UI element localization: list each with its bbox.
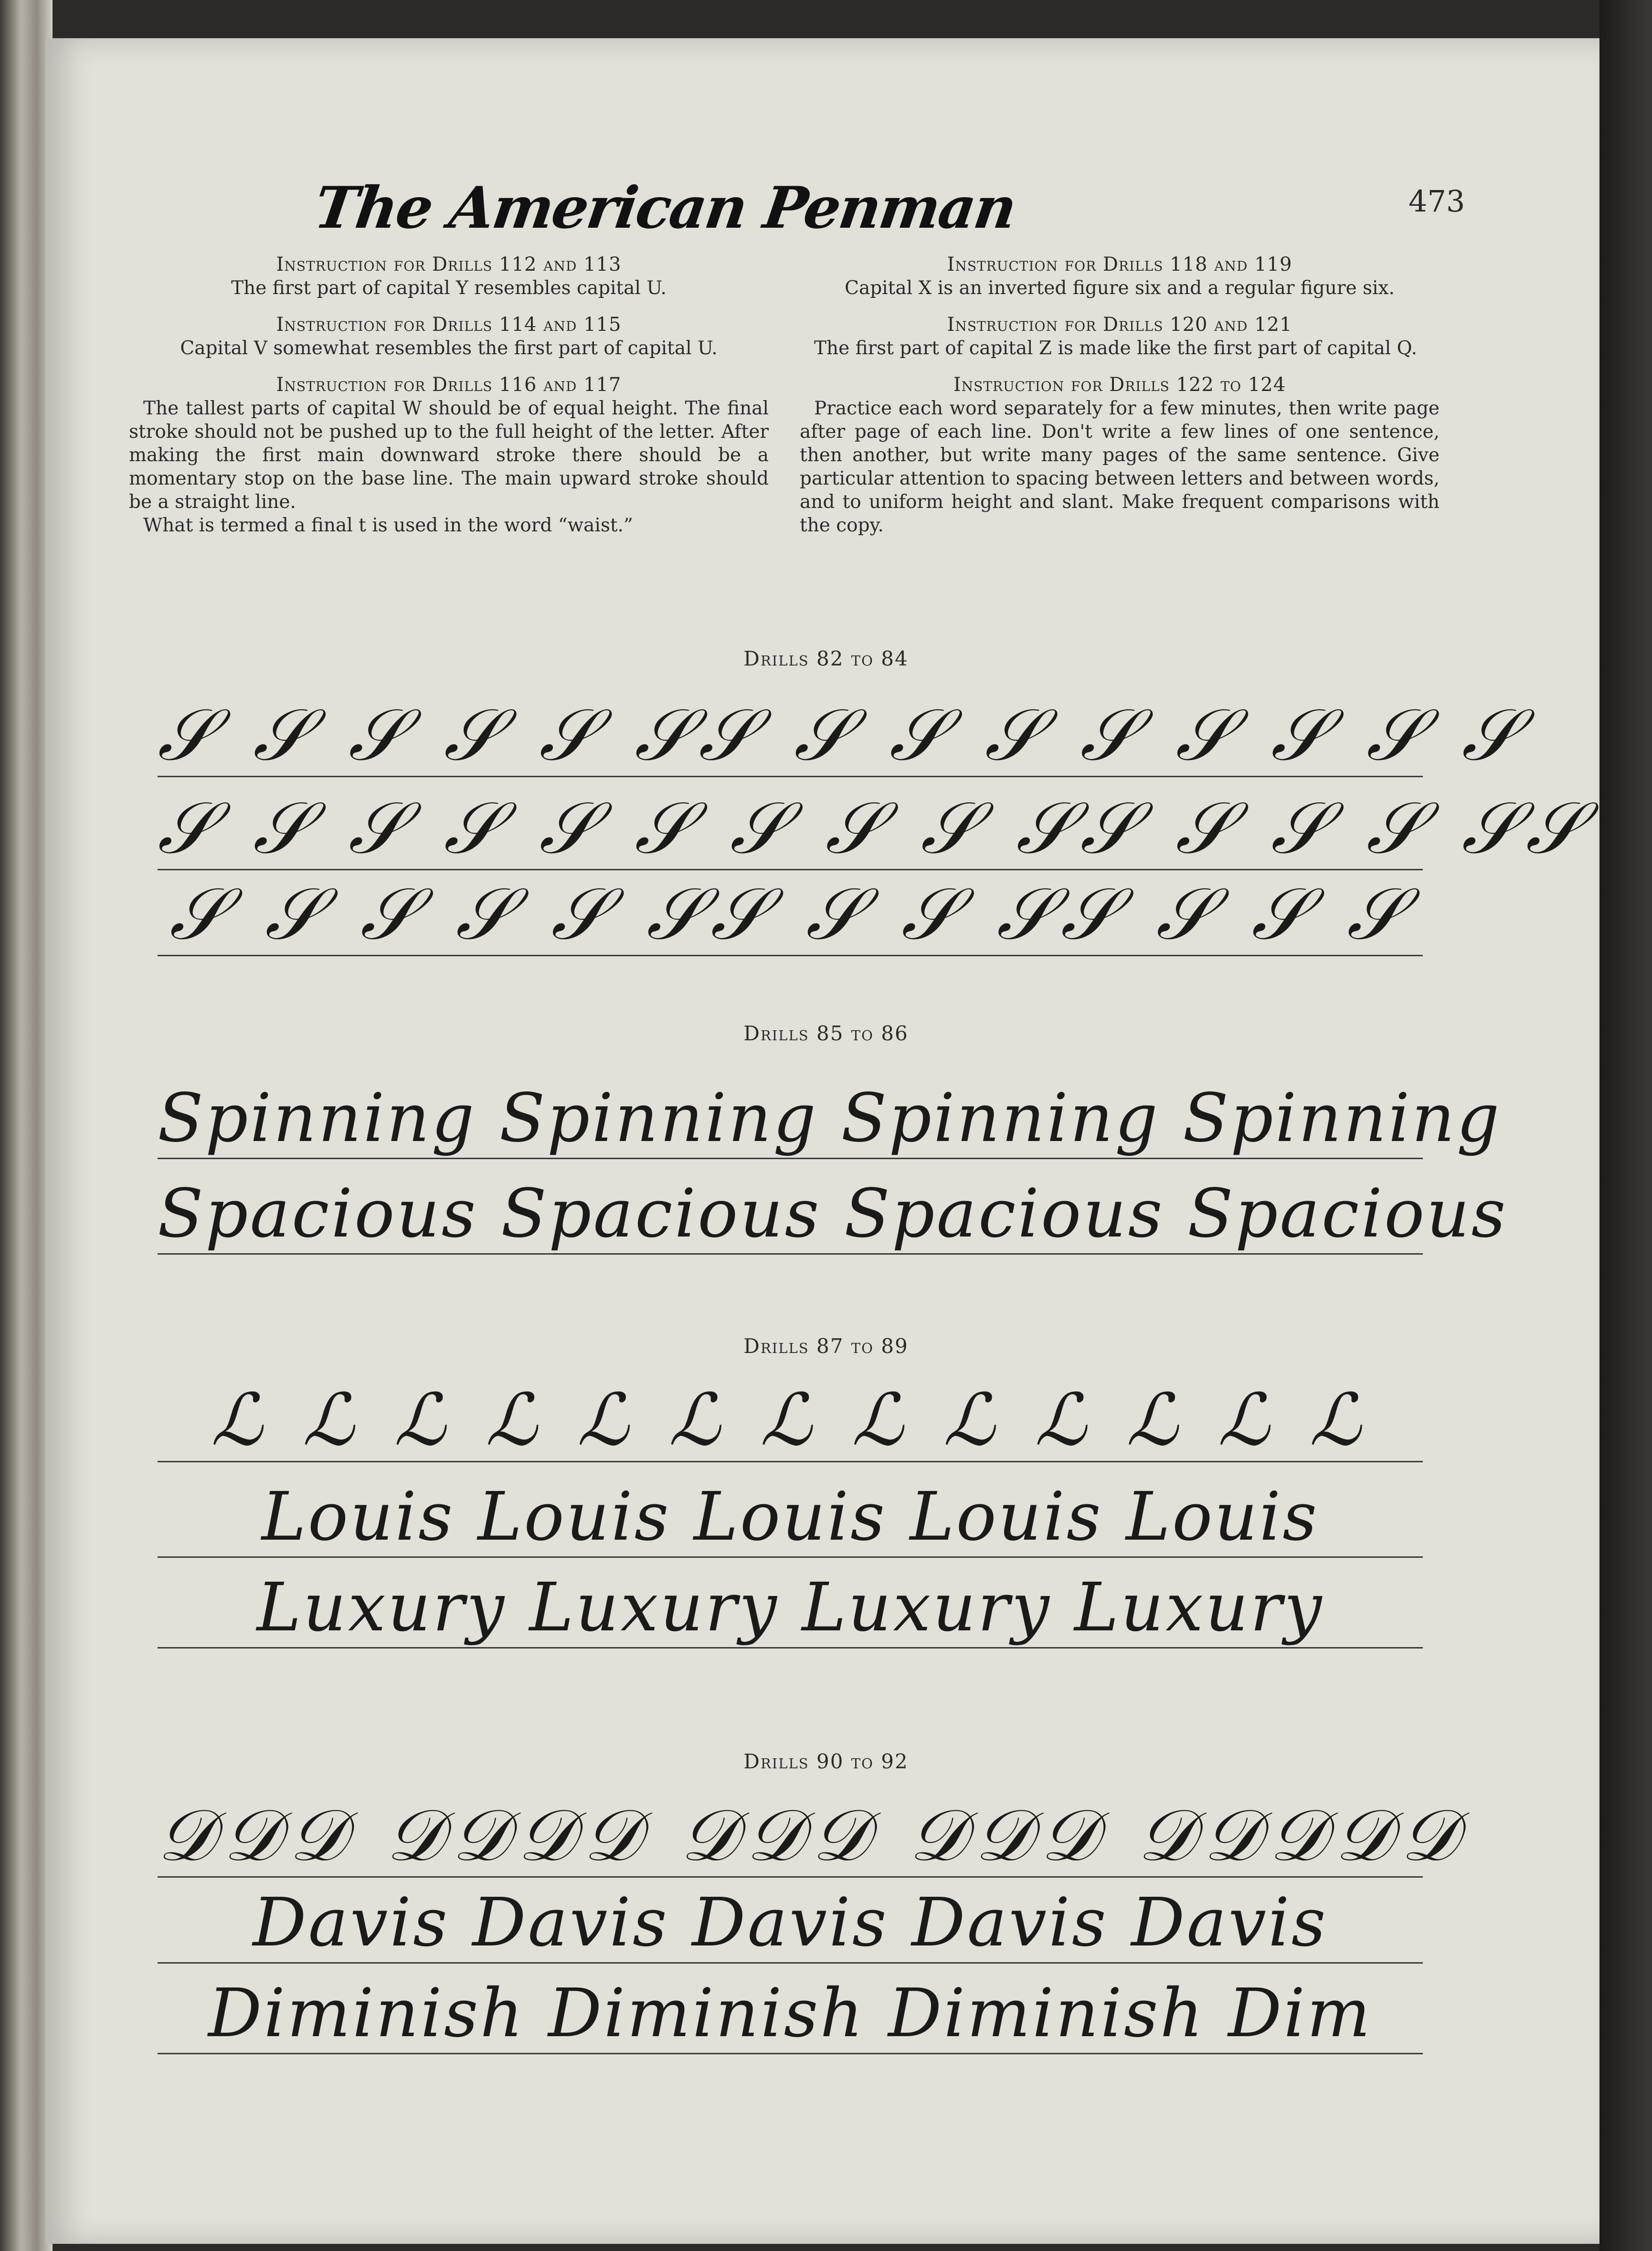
instructions-left-column (129, 253, 769, 550)
script-row: 𝒟𝒟𝒟 𝒟𝒟𝒟𝒟 𝒟𝒟𝒟 𝒟𝒟𝒟 𝒟𝒟𝒟𝒟𝒟 (158, 1794, 1467, 1877)
script-row: Spinning Spinning Spinning Spinning (158, 1079, 1423, 1159)
drill-title: Drills 87 to 89 (743, 1334, 909, 1358)
script-row: ℒ ℒ ℒ ℒ ℒ ℒ ℒ ℒ ℒ ℒ ℒ ℒ ℒ (158, 1380, 1423, 1462)
instruction-text: The first part of capital Z is made like the first part of capital Q. (814, 338, 1418, 359)
instruction-heading: Instruction for Drills 122 to 124 (953, 374, 1286, 396)
drill-title: Drills 90 to 92 (743, 1750, 909, 1773)
page-number: 473 (1408, 184, 1465, 219)
instruction-text: The first part of capital Y resembles capital U. (231, 277, 667, 299)
drill-title: Drills 82 to 84 (743, 647, 909, 670)
instruction-heading: Instruction for Drills 120 and 121 (947, 314, 1292, 336)
script-row: 𝒮 𝒮 𝒮 𝒮 𝒮 𝒮𝒮 𝒮 𝒮 𝒮𝒮 𝒮 𝒮 𝒮 (158, 874, 1423, 956)
instruction-text: The tallest parts of capital W should be of equal height. The final stroke should not be pushed up to the full height of the letter. After making the first main downward stroke there should be a momentary stop on the base line. The main upward stroke should be a straight line. (129, 398, 769, 513)
script-row: Diminish Diminish Diminish Dim (158, 1974, 1423, 2054)
script-row: Luxury Luxury Luxury Luxury (158, 1568, 1423, 1649)
instruction-heading: Instruction for Drills 112 and 113 (276, 254, 622, 275)
script-row: 𝒮 𝒮 𝒮 𝒮 𝒮 𝒮𝒮 𝒮 𝒮 𝒮 𝒮 𝒮 𝒮 𝒮 𝒮 (158, 694, 1526, 777)
script-row: Louis Louis Louis Louis Louis (158, 1478, 1423, 1558)
instruction-text: Practice each word separately for a few minutes, then write page after page of each line. Don't write a few lines of one sentence, then another, but write many pages of the same sentence. Give particular attention to spacing between letters and between words, and to uniform height and slant. Make frequent comparisons with the copy. (800, 398, 1440, 536)
script-row: Spacious Spacious Spacious Spacious (158, 1174, 1423, 1255)
instruction-heading: Instruction for Drills 114 and 115 (276, 314, 622, 336)
script-row: Davis Davis Davis Davis Davis (158, 1883, 1423, 1964)
script-row: 𝒮 𝒮 𝒮 𝒮 𝒮 𝒮 𝒮 𝒮 𝒮 𝒮𝒮 𝒮 𝒮 𝒮 𝒮𝒮 (158, 787, 1590, 870)
instructions-right-column (800, 253, 1440, 550)
instruction-text: Capital X is an inverted figure six and a regular figure six. (845, 277, 1395, 299)
instruction-heading: Instruction for Drills 116 and 117 (276, 374, 622, 396)
page-edge-shadow (1599, 0, 1652, 2251)
masthead-title: The American Penman (310, 174, 1020, 242)
instruction-text: Capital V somewhat resembles the first part of capital U. (180, 338, 718, 359)
instruction-heading: Instruction for Drills 118 and 119 (947, 254, 1292, 275)
book-spine (0, 0, 53, 2251)
instruction-text: What is termed a final t is used in the word “waist.” (143, 515, 633, 536)
drill-title: Drills 85 to 86 (743, 1022, 909, 1045)
